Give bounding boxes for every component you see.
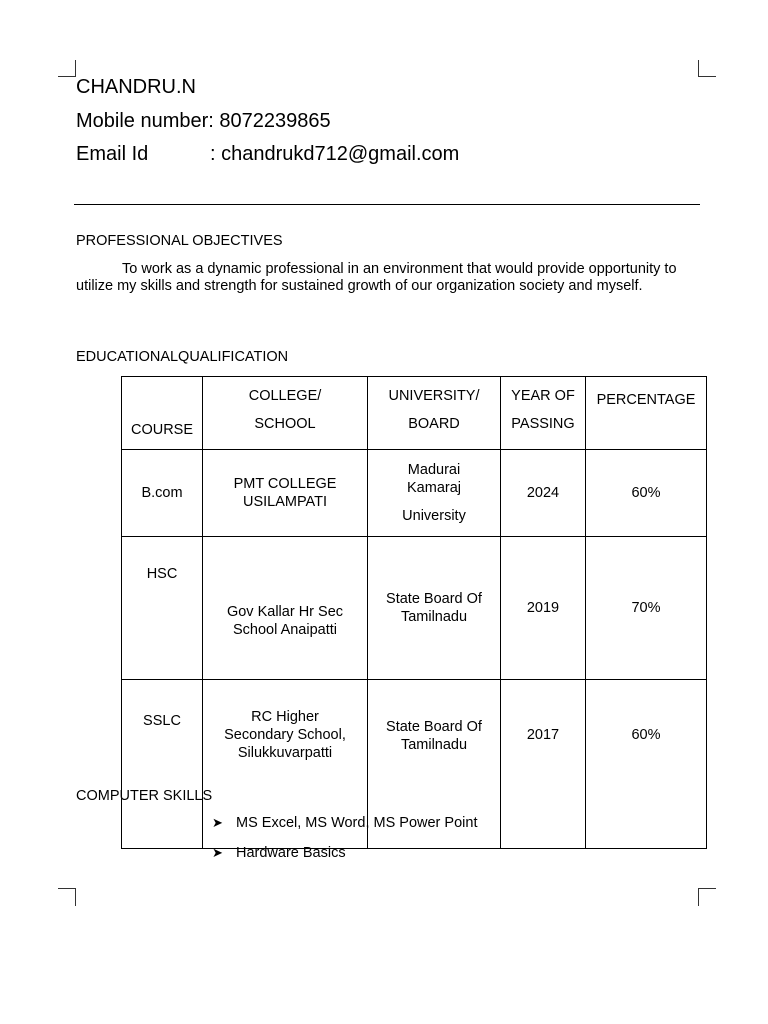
table-row <box>122 450 707 537</box>
university-cell: Madurai Kamaraj University <box>368 450 501 537</box>
col-year: YEAR OF PASSING <box>501 377 586 450</box>
year-cell: 2024 <box>501 450 586 537</box>
arrow-bullet-icon: ➤ <box>212 815 223 830</box>
col-college: COLLEGE/ SCHOOL <box>203 377 368 450</box>
year-cell: 2017 <box>501 680 586 849</box>
email-line <box>76 143 459 166</box>
college-cell: Gov Kallar Hr Sec School Anaipatti <box>203 537 368 680</box>
education-table <box>121 376 707 849</box>
table-header-row <box>122 377 707 450</box>
objectives-text: To work as a dynamic professional in an environment that would provide opportunity to utilize my skills and strength for sustained growth of our organization society and myself. <box>76 261 677 294</box>
education-heading: EDUCATIONALQUALIFICATION <box>76 349 289 365</box>
percentage-cell: 70% <box>586 537 707 680</box>
course-cell: B.com <box>122 450 203 537</box>
percentage-cell: 60% <box>586 450 707 537</box>
col-course: COURSE <box>122 377 203 450</box>
skills-heading: COMPUTER SKILLS <box>76 788 213 804</box>
percentage-cell: 60% <box>586 680 707 849</box>
email-value: : chandrukd712@gmail.com <box>210 143 460 165</box>
list-item: ➤ Hardware Basics <box>212 845 346 861</box>
college-cell: PMT COLLEGE USILAMPATI <box>203 450 368 537</box>
header-divider <box>74 204 700 205</box>
year-cell: 2019 <box>501 537 586 680</box>
mobile-number: Mobile number: 8072239865 <box>76 110 331 132</box>
candidate-name: CHANDRU.N <box>76 76 196 98</box>
university-cell: State Board Of Tamilnadu <box>368 680 501 849</box>
skills-list <box>212 815 477 875</box>
col-percentage: PERCENTAGE <box>586 377 707 450</box>
col-university: UNIVERSITY/ BOARD <box>368 377 501 450</box>
list-item: ➤ MS Excel, MS Word, MS Power Point <box>212 815 478 831</box>
university-cell: State Board Of Tamilnadu <box>368 537 501 680</box>
arrow-bullet-icon: ➤ <box>212 845 223 860</box>
course-cell: SSLC <box>122 680 203 849</box>
objectives-heading: PROFESSIONAL OBJECTIVES <box>76 233 283 249</box>
email-label: Email Id <box>76 143 149 165</box>
college-cell: RC Higher Secondary School, Silukkuvarpatti <box>203 680 368 849</box>
course-cell: HSC <box>122 537 203 680</box>
table-row <box>122 537 707 680</box>
